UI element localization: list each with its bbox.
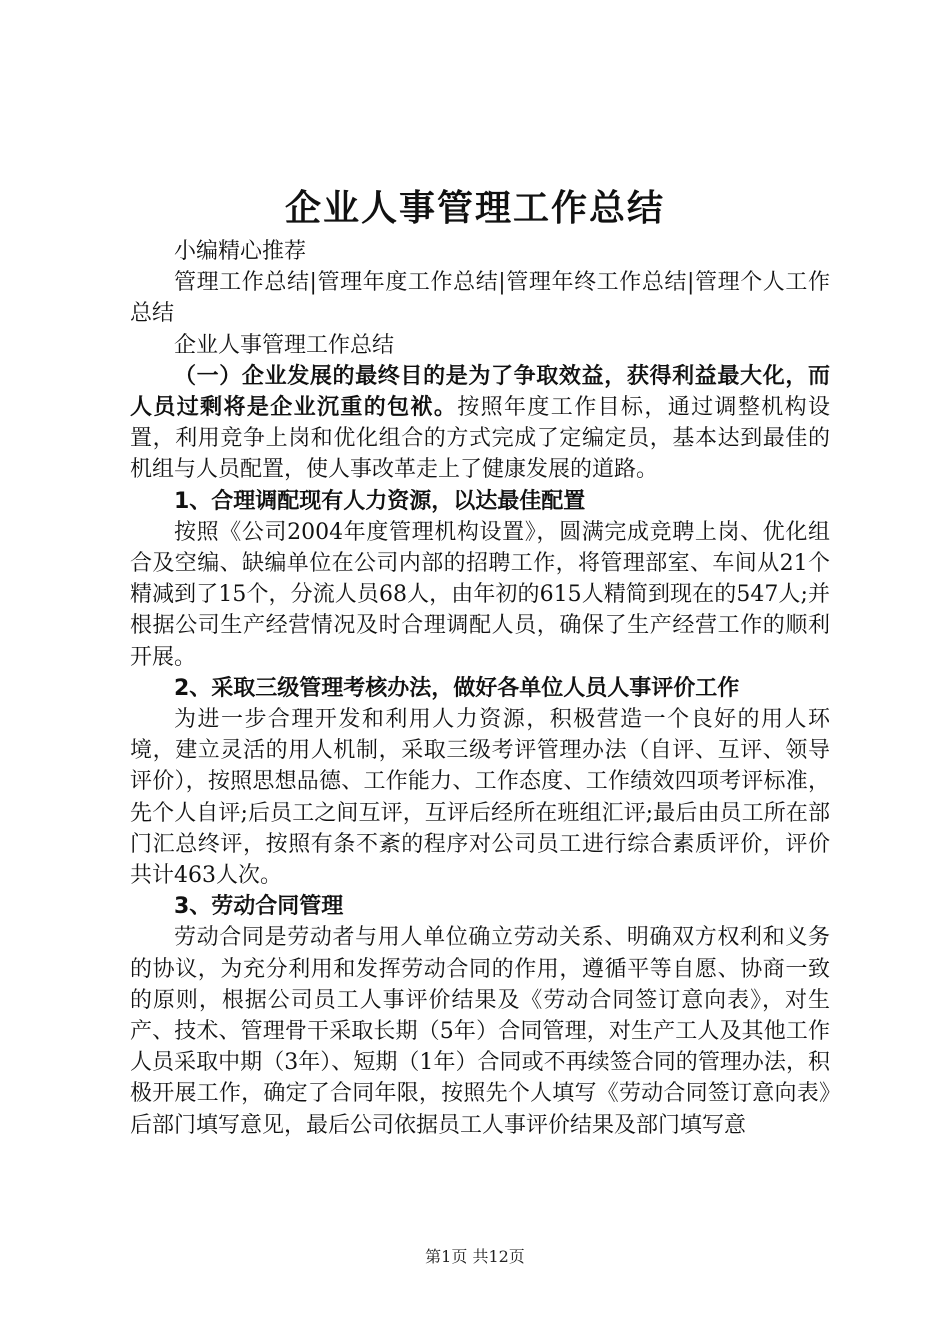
intro-rest-text: 按照年度工作目标，通过调整机构设置，利用竞争上岗和优化组合的方式完成了定编定员，基本达到最佳的机组与人员配置，使人事改革走上了健康发展的道路。 [130,395,830,483]
section2-heading: 2、采取三级管理考核办法，做好各单位人员人事评价工作 [174,675,740,701]
related-links[interactable]: 管理工作总结|管理年度工作总结|管理年终工作总结|管理个人工作总结 [130,270,830,327]
recommend-line: 小编精心推荐 [174,239,307,264]
section3-paragraph: 劳动合同是劳动者与用人单位确立劳动关系、明确双方权利和义务的协议，为充分利用和发挥劳动合同的作用，遵循平等自愿、协商一致的原则，根据公司员工人事评价结果及《劳动合同签订意向表》，对生产、技术、管理骨干采取长期（5年）合同管理，对生产工人及其他工作人员采取中期（3年）、短期（1年）合同或不再续签合同的管理办法，积极开展工作，确定了合同年限，按照先个人填写《劳动合同签订意向表》后部门填写意见，最后公司依据员工人事评价结果及部门填写意 [130,925,830,1138]
document-body [130,236,830,1141]
section3-heading: 3、劳动合同管理 [174,894,344,920]
section2-paragraph: 为进一步合理开发和利用人力资源，积极营造一个良好的用人环境，建立灵活的用人机制，采取三级考评管理办法（自评、互评、领导评价），按照思想品德、工作能力、工作态度、工作绩效四项考评标准，先个人自评;后员工之间互评，互评后经所在班组汇评;最后由员工所在部门汇总终评，按照有条不紊的程序对公司员工进行综合素质评价，评价共计463人次。 [130,707,830,889]
intro-bold-text: （一）企业发展的最终目的是为了争取效益，获得利益最大化，而人员过剩将是企业沉重的包袱。 [130,363,830,421]
section1-paragraph: 按照《公司2004年度管理机构设置》，圆满完成竞聘上岗、优化组合及空编、缺编单位在公司内部的招聘工作，将管理部室、车间从21个精减到了15个，分流人员68人，由年初的615人精简到现在的547人;并根据公司生产经营情况及时合理调配人员，确保了生产经营工作的顺利开展。 [130,519,830,670]
intro-paragraph [130,361,830,486]
subtitle-line: 企业人事管理工作总结 [174,332,395,358]
section1-heading: 1、合理调配现有人力资源，以达最佳配置 [174,488,586,514]
document-title: 企业人事管理工作总结 [284,188,665,229]
page-number-footer: 第1页 共12页 [425,1247,525,1266]
